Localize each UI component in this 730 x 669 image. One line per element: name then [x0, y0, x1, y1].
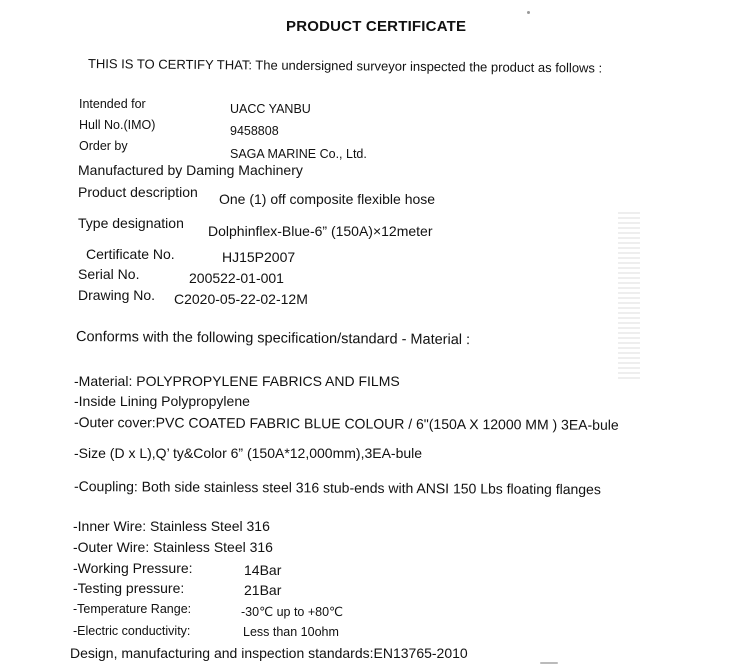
testing-pressure-label: -Testing pressure:	[73, 580, 185, 596]
manufactured-by: Manufactured by Daming Machinery	[78, 162, 303, 178]
hull-no-label: Hull No.(IMO)	[79, 118, 156, 132]
inside-lining-line: -Inside Lining Polypropylene	[74, 393, 250, 409]
scan-artifact	[618, 212, 640, 382]
type-designation-label: Type designation	[78, 215, 184, 231]
working-pressure-label: -Working Pressure:	[73, 560, 193, 576]
temperature-range-label: -Temperature Range:	[73, 602, 192, 616]
coupling-line: -Coupling: Both side stainless steel 316 stub-ends with ANSI 150 Lbs floating flanges	[73, 478, 601, 498]
standards-line: Design, manufacturing and inspection standards:EN13765-2010	[70, 645, 468, 661]
inner-wire-line: -Inner Wire: Stainless Steel 316	[73, 518, 270, 534]
serial-no-value: 200522-01-001	[189, 270, 284, 286]
conforms-heading: Conforms with the following specification/standard - Material :	[75, 329, 471, 349]
certify-statement: THIS IS TO CERTIFY THAT: The undersigned surveyor inspected the product as follows :	[87, 56, 603, 76]
drawing-no-value: C2020-05-22-02-12M	[174, 291, 308, 307]
certificate-no-value: HJ15P2007	[222, 249, 296, 265]
electric-conductivity-label: -Electric conductivity:	[73, 624, 191, 638]
drawing-no-label: Drawing No.	[78, 287, 156, 303]
electric-conductivity-value: Less than 10ohm	[243, 625, 339, 639]
size-line: -Size (D x L),Q’ ty&Color 6” (150A*12,000mm),3EA-bule	[74, 445, 423, 461]
intended-for-value: UACC YANBU	[230, 102, 311, 116]
outer-wire-line: -Outer Wire: Stainless Steel 316	[73, 539, 273, 555]
product-description-value: One (1) off composite flexible hose	[219, 191, 436, 207]
page-title: PRODUCT CERTIFICATE	[286, 18, 467, 35]
product-description-label: Product description	[78, 184, 198, 200]
material-line: -Material: POLYPROPYLENE FABRICS AND FILMS	[74, 373, 400, 389]
intended-for-label: Intended for	[79, 97, 146, 111]
outer-cover-line: -Outer cover:PVC COATED FABRIC BLUE COLOUR / 6"(150A X 12000 MM ) 3EA-bule	[73, 414, 619, 433]
order-by-label: Order by	[79, 139, 128, 153]
temperature-range-value: -30℃ up to +80℃	[241, 605, 344, 619]
order-by-value: SAGA MARINE Co., Ltd.	[230, 147, 367, 161]
hull-no-value: 9458808	[230, 124, 279, 138]
scan-speck	[540, 662, 558, 664]
type-designation-value: Dolphinflex-Blue-6” (150A)×12meter	[208, 223, 433, 239]
scan-speck	[527, 11, 530, 14]
certificate-no-label: Certificate No.	[86, 246, 175, 262]
serial-no-label: Serial No.	[78, 266, 140, 282]
testing-pressure-value: 21Bar	[244, 582, 282, 598]
working-pressure-value: 14Bar	[244, 562, 282, 578]
